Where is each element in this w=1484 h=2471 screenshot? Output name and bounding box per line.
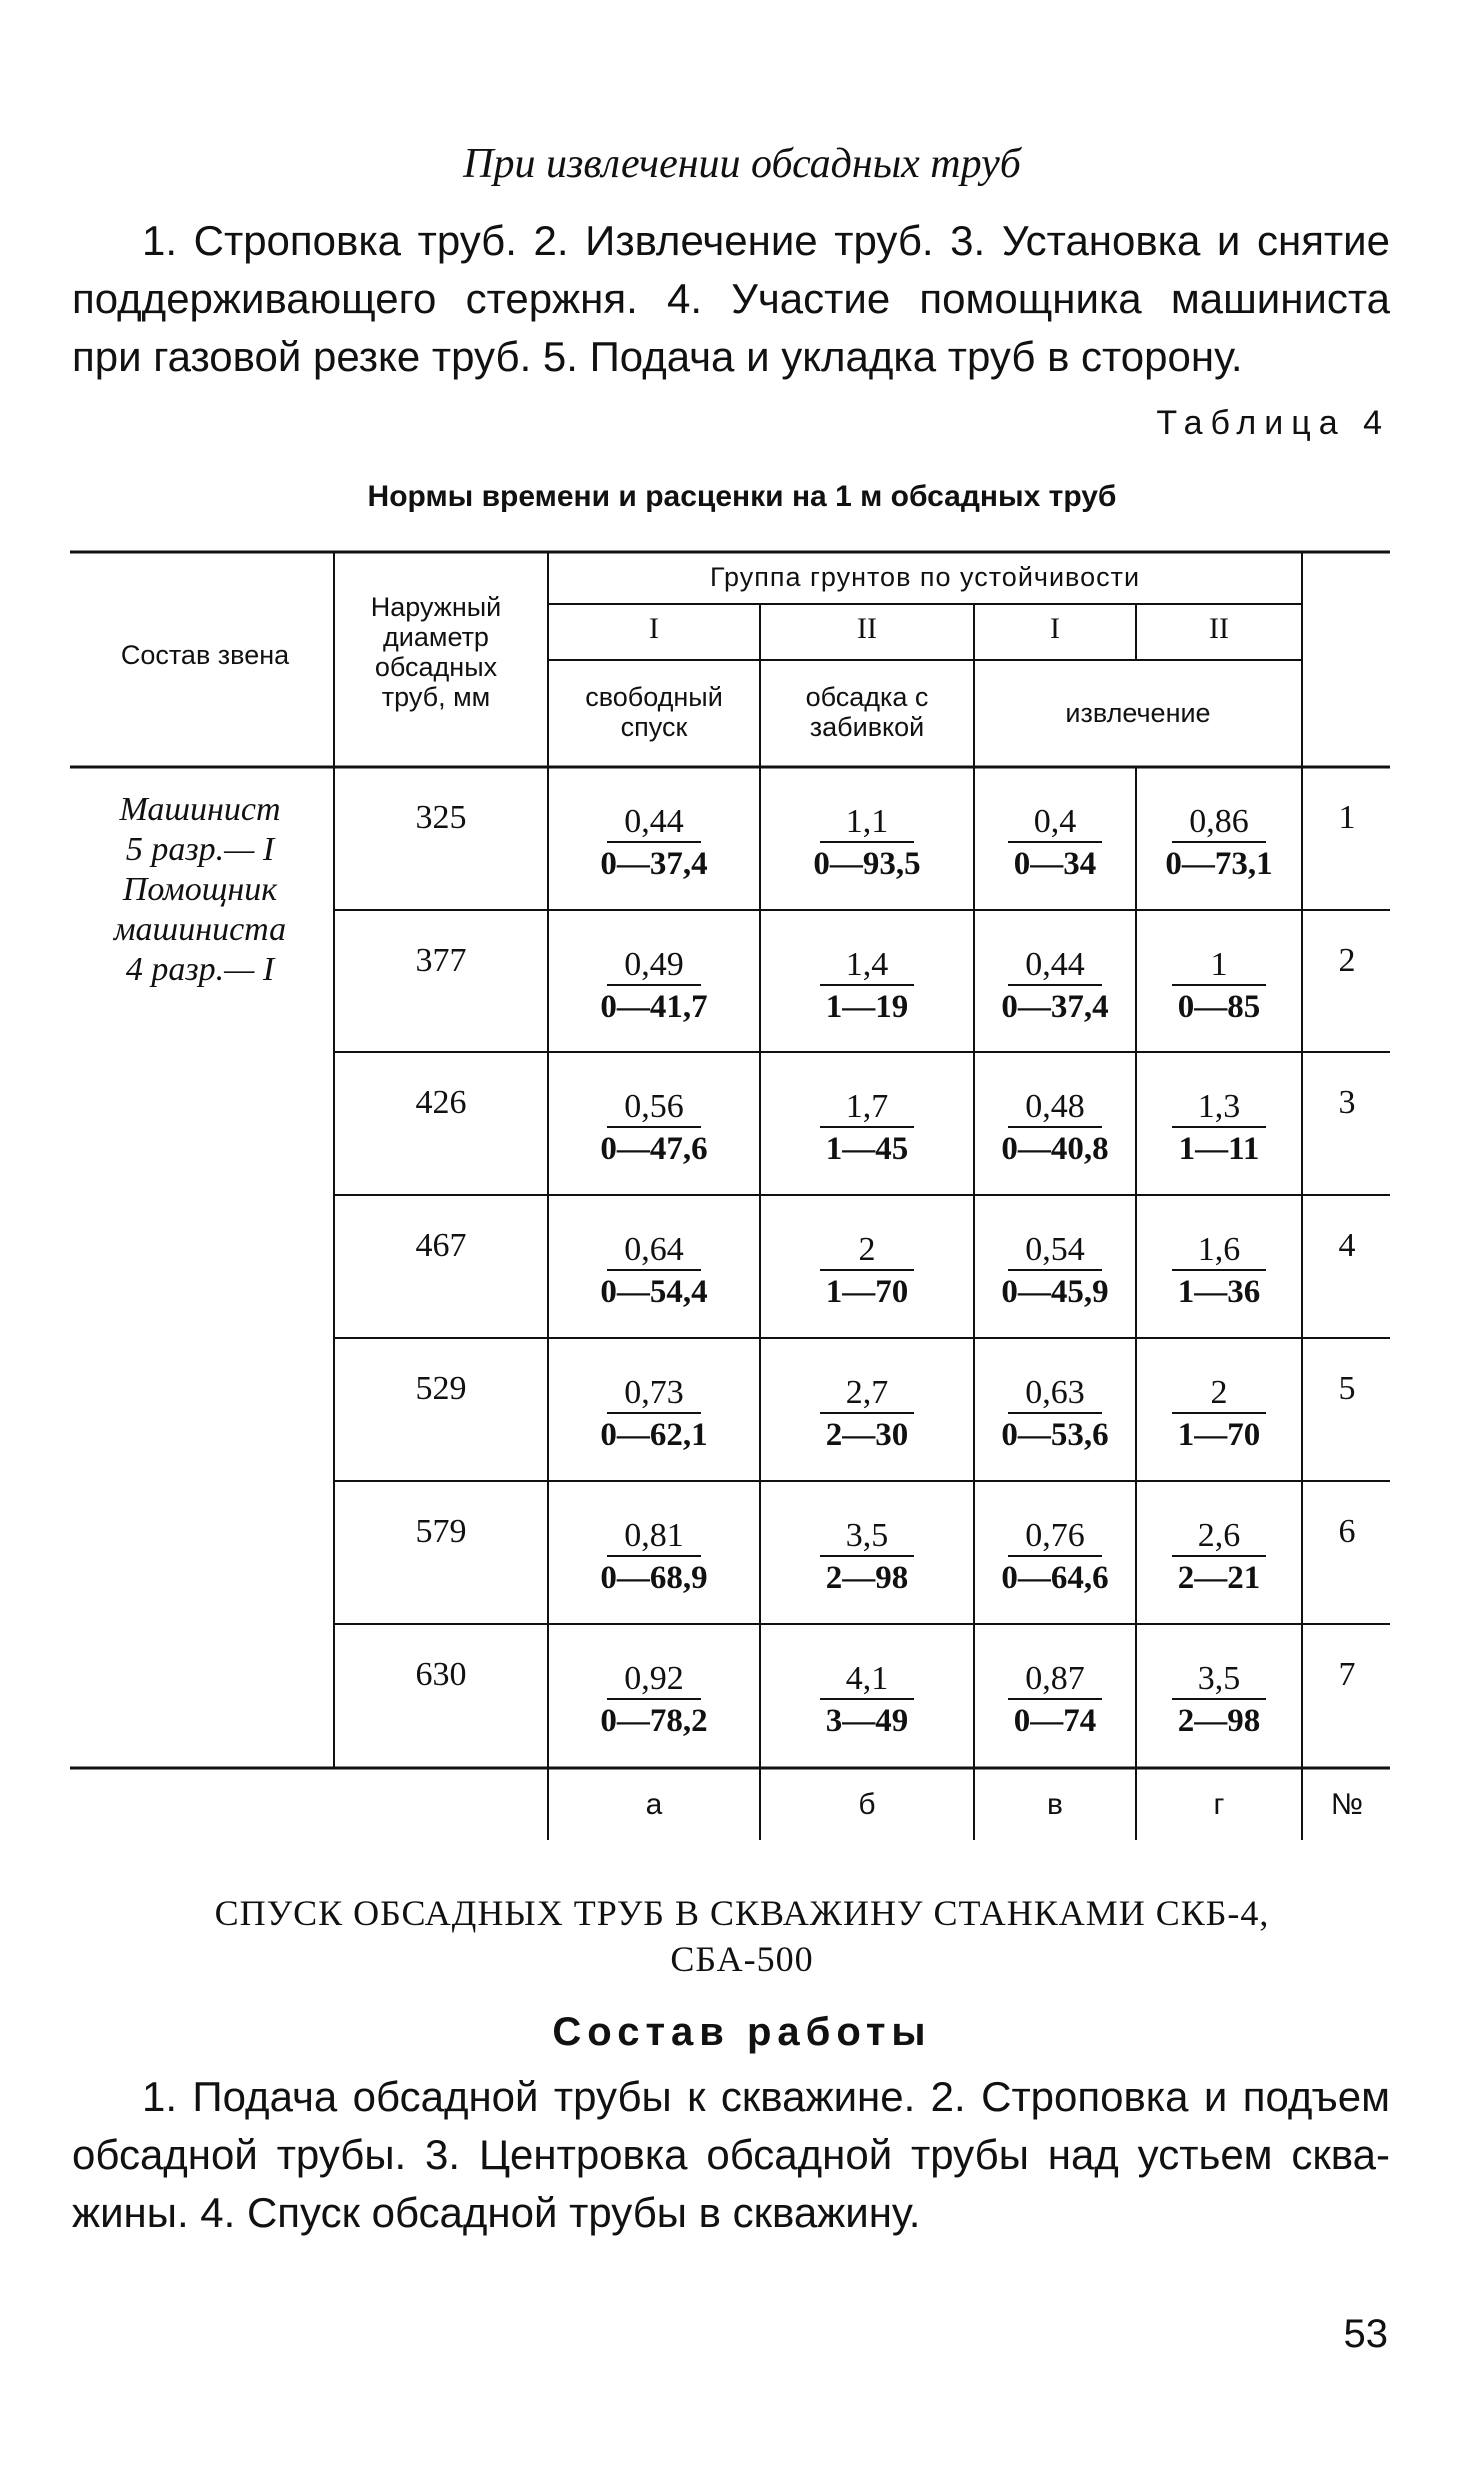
- column-letter: г: [1213, 1788, 1225, 1821]
- norm-rate-cell: [1136, 1231, 1302, 1313]
- time-norm: 0,64: [607, 1231, 701, 1271]
- norm-rate-cell: [974, 1374, 1136, 1456]
- rate-value: 1—70: [825, 1274, 909, 1310]
- rate-value: 0—62,1: [600, 1417, 708, 1453]
- time-norm: 0,54: [1008, 1231, 1102, 1271]
- diameter-cell: 377: [415, 942, 467, 979]
- rate-value: 0—93,5: [813, 846, 921, 882]
- header-extraction: извлечение: [1065, 698, 1211, 728]
- column-letter: в: [1047, 1788, 1063, 1821]
- time-norm: 1,4: [820, 946, 914, 986]
- norm-rate-cell: [548, 1374, 760, 1456]
- rate-value: 0—85: [1177, 989, 1261, 1025]
- time-norm: 0,63: [1008, 1374, 1102, 1414]
- norm-rate-cell: [548, 1231, 760, 1313]
- rate-value: 0—34: [1013, 846, 1097, 882]
- norm-rate-cell: [760, 803, 974, 885]
- diameter-cell: 529: [415, 1370, 467, 1407]
- rate-value: 2—21: [1177, 1560, 1261, 1596]
- row-number: 3: [1338, 1084, 1356, 1121]
- norm-rate-cell: [1136, 1517, 1302, 1599]
- crew-line: 4 разр.— I: [125, 951, 275, 988]
- crew-line: Машинист: [119, 791, 281, 828]
- rate-value: 0—53,6: [1001, 1417, 1109, 1453]
- norm-rate-cell: [1136, 1088, 1302, 1170]
- rate-value: 1—70: [1177, 1417, 1261, 1453]
- time-norm: 1,7: [820, 1088, 914, 1128]
- rate-value: 1—11: [1178, 1131, 1260, 1167]
- rate-value: 0—64,6: [1001, 1560, 1109, 1596]
- time-norm: 4,1: [820, 1660, 914, 1700]
- time-norm: 1,1: [820, 803, 914, 843]
- row-number-label: №: [1330, 1788, 1364, 1821]
- norm-rate-cell: [974, 803, 1136, 885]
- norm-rate-cell: [974, 1660, 1136, 1742]
- rate-value: 0—41,7: [600, 989, 708, 1025]
- time-norm: 3,5: [1172, 1660, 1266, 1700]
- time-norm: 0,49: [607, 946, 701, 986]
- diameter-cell: 325: [415, 799, 467, 836]
- section-heading-line: СПУСК ОБСАДНЫХ ТРУБ В СКВАЖИНУ СТАНКАМИ СКБ-4,: [214, 1893, 1270, 1933]
- time-norm: 0,4: [1008, 803, 1102, 843]
- row-number: 2: [1338, 942, 1356, 979]
- row-number: 7: [1338, 1656, 1356, 1693]
- column-letter: б: [858, 1788, 876, 1821]
- crew-line: Помощник: [122, 871, 278, 908]
- time-norm: 0,48: [1008, 1088, 1102, 1128]
- diameter-cell: 426: [415, 1084, 467, 1121]
- norm-rate-cell: [760, 1374, 974, 1456]
- work-composition-paragraph-2: [72, 2068, 1390, 2242]
- rate-value: 0—78,2: [600, 1703, 708, 1739]
- time-norm: 1: [1172, 946, 1266, 986]
- table-title: Нормы времени и расценки на 1 м обсадных труб: [367, 480, 1117, 513]
- crew-line: машиниста: [113, 911, 287, 948]
- time-norm: 0,73: [607, 1374, 701, 1414]
- norm-rate-cell: [1136, 1660, 1302, 1742]
- paragraph-line: обсадной трубы. 3. Центровка обсадной трубы над устьем сква-: [72, 2131, 1390, 2178]
- norm-rate-cell: [760, 946, 974, 1028]
- row-number: 4: [1338, 1227, 1356, 1264]
- norm-rate-cell: [548, 1517, 760, 1599]
- section-heading-line: СБА-500: [670, 1939, 814, 1979]
- time-norm: 0,44: [607, 803, 701, 843]
- time-norm: 2,6: [1172, 1517, 1266, 1557]
- time-norm: 0,92: [607, 1660, 701, 1700]
- time-norm: 0,56: [607, 1088, 701, 1128]
- composition-title: Состав работы: [552, 2010, 932, 2054]
- norm-rate-cell: [548, 803, 760, 885]
- time-norm: 3,5: [820, 1517, 914, 1557]
- time-norm: 1,6: [1172, 1231, 1266, 1271]
- norm-rate-cell: [548, 946, 760, 1028]
- group-numeral: II: [857, 612, 877, 645]
- crew-line: 5 разр.— I: [125, 831, 275, 868]
- row-number: 6: [1338, 1513, 1356, 1550]
- diameter-cell: 467: [415, 1227, 467, 1264]
- time-norm: 1,3: [1172, 1088, 1266, 1128]
- rate-value: 0—37,4: [600, 846, 708, 882]
- diameter-cell: 630: [415, 1656, 467, 1693]
- paragraph-line: жины. 4. Спуск обсадной трубы в скважину.: [72, 2189, 921, 2236]
- group-numeral: I: [649, 612, 659, 645]
- time-norm: 2,7: [820, 1374, 914, 1414]
- norm-rate-cell: [760, 1660, 974, 1742]
- rate-value: 0—37,4: [1001, 989, 1109, 1025]
- row-number: 1: [1338, 799, 1356, 836]
- paragraph-line: 1. Подача обсадной трубы к скважине. 2. Строповка и подъем: [142, 2073, 1390, 2120]
- norm-rate-cell: [974, 946, 1136, 1028]
- rate-value: 0—40,8: [1001, 1131, 1109, 1167]
- row-number: 5: [1338, 1370, 1356, 1407]
- section-heading: [0, 1890, 1484, 1982]
- norm-rate-cell: [1136, 803, 1302, 885]
- rate-value: 1—45: [825, 1131, 909, 1167]
- group-numeral: I: [1050, 612, 1060, 645]
- rate-value: 0—68,9: [600, 1560, 708, 1596]
- norm-rate-cell: [760, 1517, 974, 1599]
- time-norm: 0,81: [607, 1517, 701, 1557]
- header-diameter: Наружный диаметр обсадных труб, мм: [370, 592, 502, 712]
- group-numeral: II: [1209, 612, 1229, 645]
- rate-value: 0—54,4: [600, 1274, 708, 1310]
- time-norm: 2: [820, 1231, 914, 1271]
- time-norm: 0,87: [1008, 1660, 1102, 1700]
- paragraph-line: при газовой резке труб. 5. Подача и укладка труб в сторону.: [72, 333, 1243, 380]
- norm-rate-cell: [1136, 1374, 1302, 1456]
- norm-rate-cell: [974, 1517, 1136, 1599]
- rate-value: 3—49: [825, 1703, 909, 1739]
- time-norm: 0,44: [1008, 946, 1102, 986]
- norm-rate-cell: [974, 1088, 1136, 1170]
- norm-rate-cell: [974, 1231, 1136, 1313]
- page-number: 53: [1343, 2312, 1388, 2356]
- rate-value: 0—47,6: [600, 1131, 708, 1167]
- norm-rate-cell: [760, 1231, 974, 1313]
- rate-value: 0—45,9: [1001, 1274, 1109, 1310]
- rate-value: 0—74: [1013, 1703, 1097, 1739]
- norm-rate-cell: [760, 1088, 974, 1170]
- paragraph-line: поддерживающего стержня. 4. Участие помощника машиниста: [72, 275, 1390, 322]
- norm-rate-cell: [548, 1088, 760, 1170]
- rate-value: 2—30: [825, 1417, 909, 1453]
- rate-value: 1—36: [1177, 1274, 1261, 1310]
- rate-value: 2—98: [825, 1560, 909, 1596]
- rate-value: 1—19: [825, 989, 909, 1025]
- header-free-lowering: свободный спуск: [585, 682, 723, 742]
- header-driven-casing: обсадка с забивкой: [805, 682, 929, 742]
- time-norm: 0,86: [1172, 803, 1266, 843]
- column-letter: а: [645, 1788, 663, 1821]
- header-soil-group: Группа грунтов по устойчивости: [709, 562, 1141, 592]
- time-norm: 2: [1172, 1374, 1266, 1414]
- time-norm: 0,76: [1008, 1517, 1102, 1557]
- norm-rate-cell: [1136, 946, 1302, 1028]
- table-label: Таблица 4: [1156, 404, 1390, 442]
- rate-value: 0—73,1: [1165, 846, 1273, 882]
- rate-value: 2—98: [1177, 1703, 1261, 1739]
- crew-composition: [90, 790, 310, 990]
- diameter-cell: 579: [415, 1513, 467, 1550]
- header-crew: Состав звена: [120, 640, 290, 670]
- norm-rate-cell: [548, 1660, 760, 1742]
- subsection-heading: При извлечении обсадных труб: [463, 141, 1021, 187]
- paragraph-line: 1. Строповка труб. 2. Извлечение труб. 3. Установка и снятие: [142, 217, 1390, 264]
